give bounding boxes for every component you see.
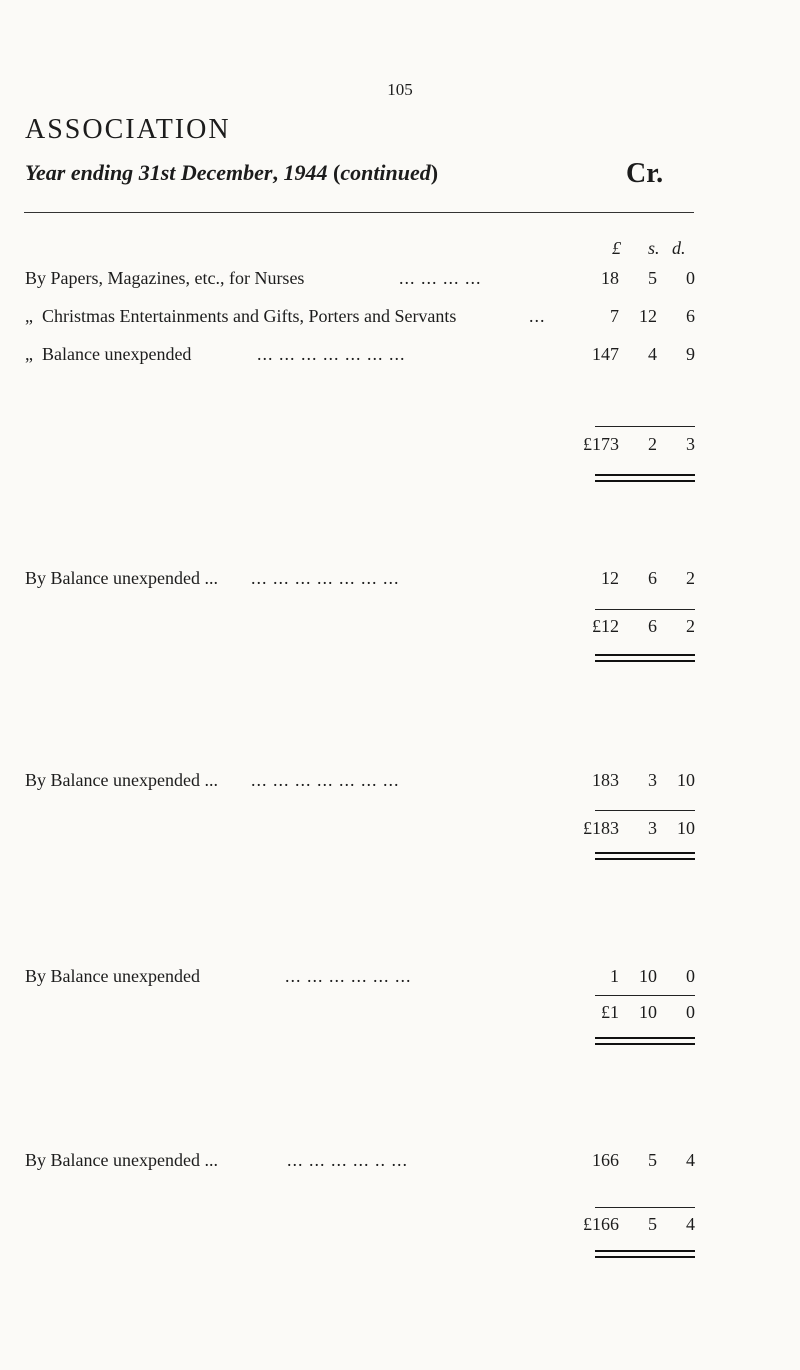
subtitle-year: 1944 [283,160,328,185]
leader-dots: ... ... ... ... ... ... ... [251,770,400,790]
total-shillings: 3 [648,818,657,838]
total-pence: 10 [677,818,695,838]
entry-label: Balance unexpended [50,966,200,986]
amount-pence: 10 [677,770,695,790]
entry-label: Christmas Entertainments and Gifts, Porters and Servants [42,306,457,326]
amount-shillings: 10 [639,966,657,986]
total-pence: 3 [686,434,695,454]
ledger-row [25,568,695,594]
amount-pence: 4 [686,1150,695,1170]
leader-dots: ... ... ... ... ... ... [285,966,412,986]
entry-prefix: By [25,268,47,288]
amount-pounds: 183 [592,770,619,790]
total-shillings: 10 [639,1002,657,1022]
amount-pounds: 7 [610,306,619,326]
amount-pence: 2 [686,568,695,588]
leader-dots: ... ... ... ... .. ... [287,1150,408,1170]
ledger-row [25,268,695,294]
ledger-row [25,770,695,796]
total-row [25,1214,695,1240]
total-pence: 0 [686,1002,695,1022]
entry-prefix: By [25,966,47,986]
amount-pence: 6 [686,306,695,326]
subtitle-continued: continued [340,160,431,185]
subtotal-rule [595,810,695,811]
total-double-rule [595,654,695,662]
total-double-rule [595,474,695,482]
leader-dots: ... ... ... ... ... ... ... [257,344,406,364]
subtitle-paren-close: ) [430,160,439,185]
leader-dots: ... [529,306,546,326]
amount-shillings: 6 [648,568,657,588]
subtitle-date: 31st December [138,160,273,185]
entry-description [25,1150,218,1171]
ledger-row [25,1150,695,1176]
entry-prefix: By [25,1150,47,1170]
credit-side-label: Cr. [626,158,664,189]
total-pounds: £1 [601,1002,619,1022]
total-double-rule [595,852,695,860]
total-shillings: 6 [648,616,657,636]
amount-shillings: 12 [639,306,657,326]
amount-pounds: 18 [601,268,619,288]
total-pounds: £183 [583,818,619,838]
entry-label: Balance unexpended ... [50,1150,218,1170]
amount-pounds: 147 [592,344,619,364]
entry-description [25,966,200,987]
total-double-rule [595,1037,695,1045]
entry-prefix: „ [25,344,33,364]
total-row [25,616,695,642]
subtotal-rule [595,995,695,996]
subtotal-rule [595,1207,695,1208]
subtotal-rule [595,609,695,610]
ledger-row [25,306,695,332]
statement-subtitle [25,160,438,186]
amount-shillings: 5 [648,1150,657,1170]
organization-title: ASSOCIATION [25,114,231,145]
amount-shillings: 3 [648,770,657,790]
entry-description [25,306,456,327]
total-shillings: 2 [648,434,657,454]
entry-description [25,568,218,589]
entry-prefix: By [25,770,47,790]
amount-pounds: 166 [592,1150,619,1170]
entry-label: Balance unexpended [42,344,192,364]
total-pounds: £166 [583,1214,619,1234]
entry-prefix: „ [25,306,33,326]
amount-shillings: 5 [648,268,657,288]
amount-pence: 0 [686,268,695,288]
total-pounds: £173 [583,434,619,454]
entry-description [25,344,191,365]
amount-pence: 9 [686,344,695,364]
entry-label: Balance unexpended ... [50,568,218,588]
total-row [25,434,695,460]
entry-description [25,770,218,791]
total-pounds: £12 [592,616,619,636]
amount-pence: 0 [686,966,695,986]
entry-label: Balance unexpended ... [50,770,218,790]
ledger-row [25,966,695,992]
total-double-rule [595,1250,695,1258]
amount-shillings: 4 [648,344,657,364]
leader-dots: ... ... ... ... [399,268,482,288]
entry-prefix: By [25,568,47,588]
subtitle-prefix: Year ending [25,160,139,185]
ledger-row [25,344,695,370]
page-number: 105 [387,80,413,99]
total-row [25,1002,695,1028]
column-header-pounds: £ [612,238,621,258]
total-pence: 2 [686,616,695,636]
column-header-pence: d. [672,238,686,258]
column-header-shillings: s. [648,238,660,258]
header-rule [24,212,694,213]
entry-description [25,268,304,289]
leader-dots: ... ... ... ... ... ... ... [251,568,400,588]
subtitle-comma: , [272,160,284,185]
subtotal-rule [595,426,695,427]
total-row [25,818,695,844]
total-pence: 4 [686,1214,695,1234]
entry-label: Papers, Magazines, etc., for Nurses [50,268,305,288]
subtitle-paren-open: ( [327,160,341,185]
amount-pounds: 1 [610,966,619,986]
amount-pounds: 12 [601,568,619,588]
total-shillings: 5 [648,1214,657,1234]
